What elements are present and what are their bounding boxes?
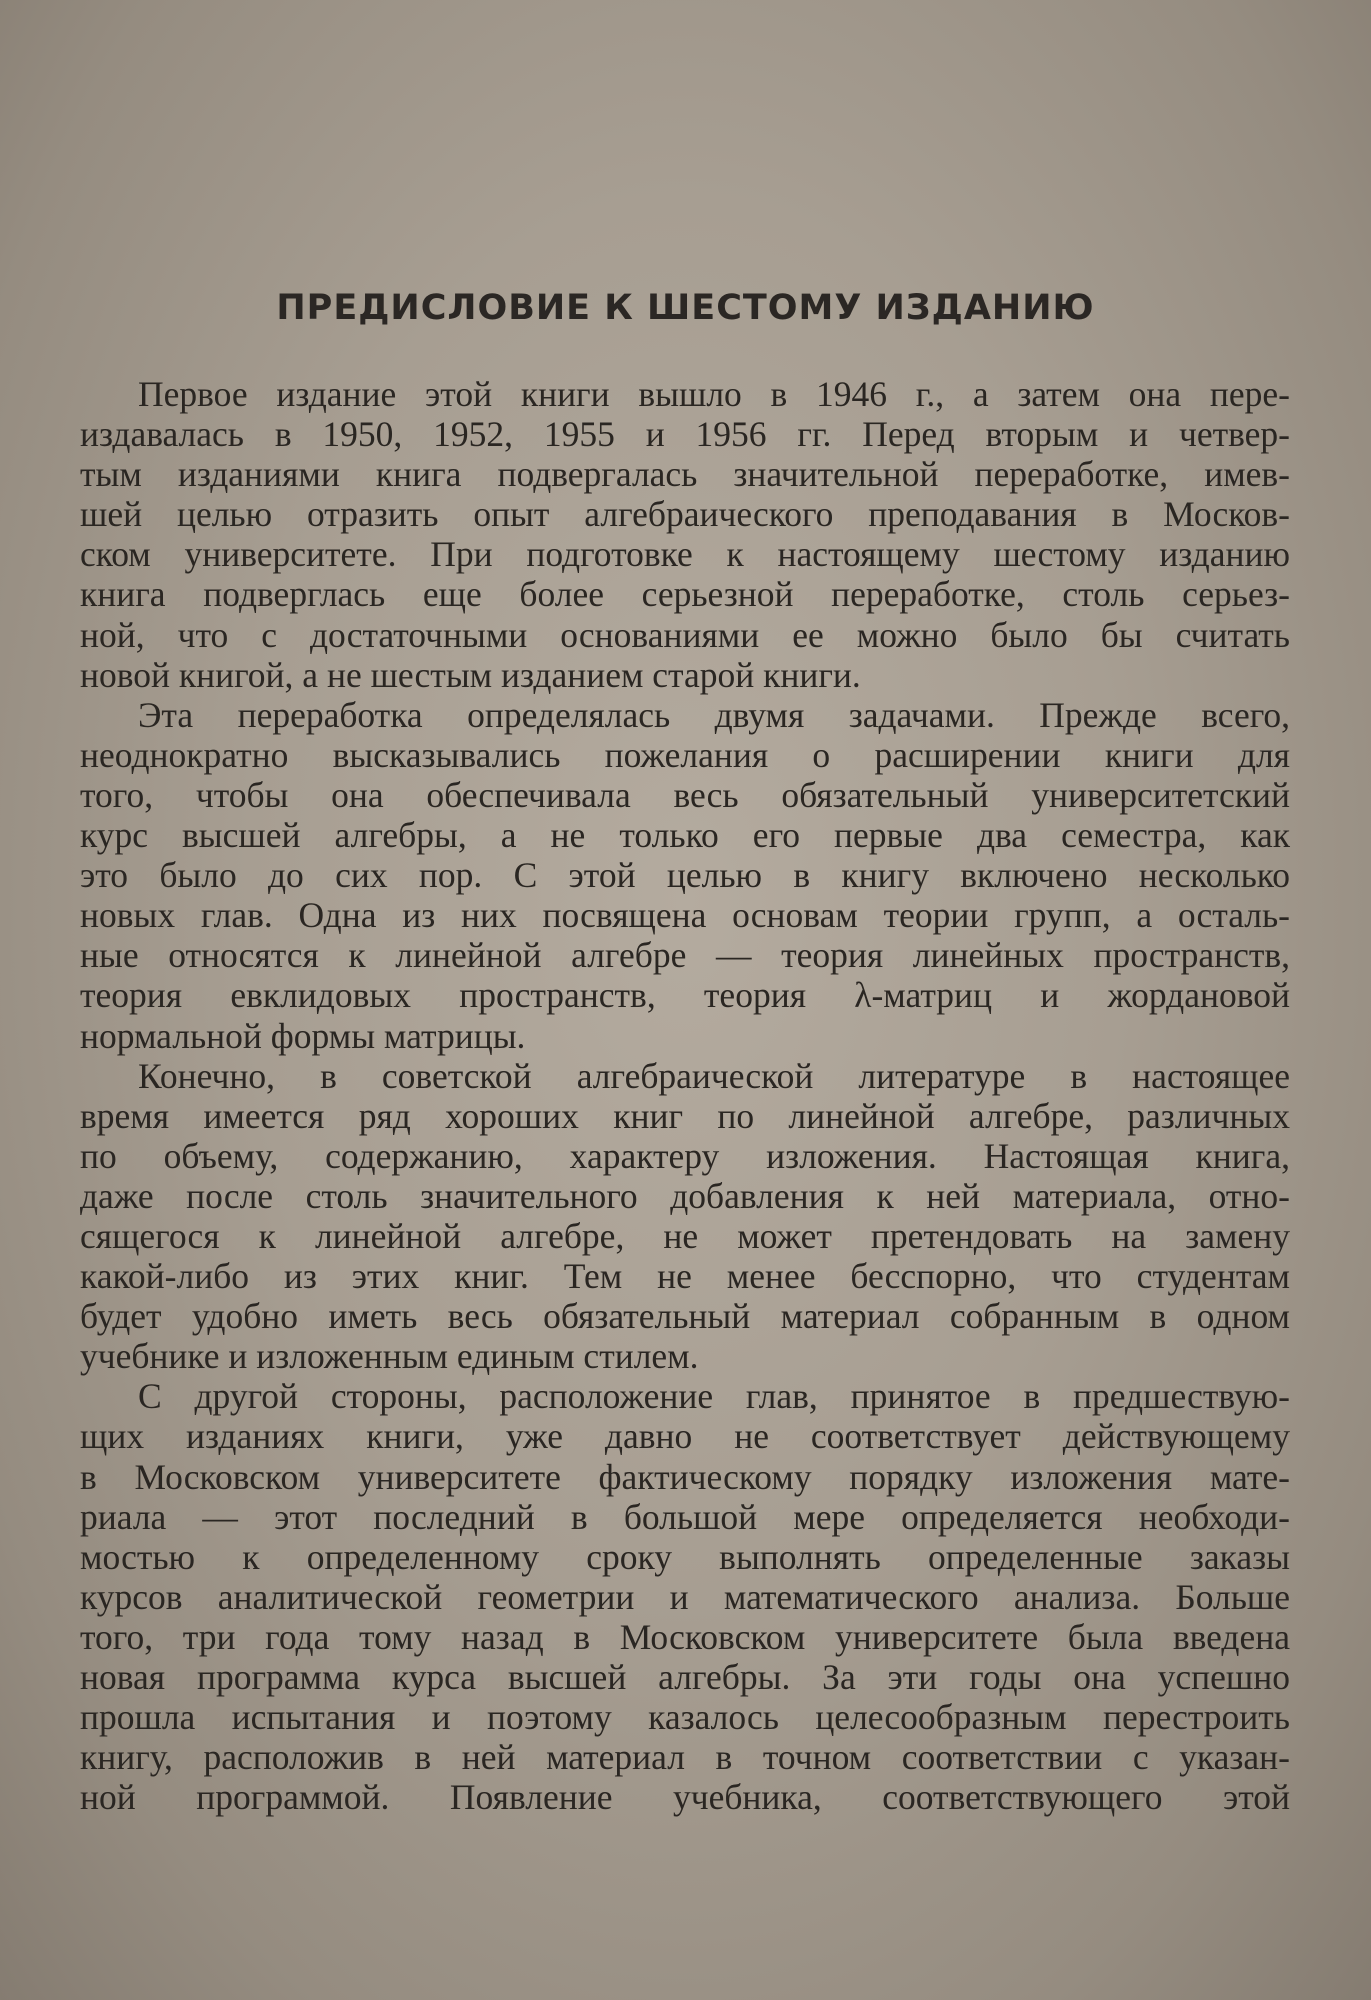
text-line: Эта переработка определялась двумя задачами. Прежде всего,: [138, 694, 1290, 735]
text-line: ные относятся к линейной алгебре — теория линейных пространств,: [80, 935, 1290, 976]
text-line: сящегося к линейной алгебре, не может претендовать на замену: [80, 1215, 1290, 1256]
text-line: ной программой. Появление учебника, соответствующего этой: [80, 1777, 1290, 1818]
text-line: будет удобно иметь весь обязательный материал собранным в одном: [80, 1296, 1290, 1337]
text-line: даже после столь значительного добавления к ней материала, отно-: [80, 1175, 1290, 1216]
text-line: новая программа курса высшей алгебры. За эти годы она успешно: [80, 1657, 1290, 1697]
text-line: шей целью отразить опыт алгебраического преподавания в Москов-: [80, 494, 1290, 535]
text-line: Первое издание этой книги вышло в 1946 г., а затем она пере-: [138, 374, 1290, 414]
text-line: курс высшей алгебры, а не только его первые два семестра, как: [80, 815, 1290, 856]
text-line: тым изданиями книга подвергалась значительной переработке, имев-: [80, 454, 1290, 495]
text-line: книга подверглась еще более серьезной переработке, столь серьез-: [80, 574, 1290, 615]
preface-text: [80, 374, 1290, 1817]
text-line: теория евклидовых пространств, теория λ-матриц и жордановой: [80, 975, 1290, 1016]
text-line: какой-либо из этих книг. Тем не менее бесспорно, что студентам: [80, 1256, 1290, 1297]
text-line: это было до сих пор. С этой целью в книгу включено несколько: [80, 855, 1290, 896]
text-line: учебнике и изложенным единым стилем.: [80, 1336, 699, 1377]
text-line: по объему, содержанию, характеру изложения. Настоящая книга,: [80, 1135, 1290, 1176]
text-line: риала — этот последний в большой мере определяется необходи-: [80, 1496, 1290, 1537]
paragraph: [80, 374, 1290, 695]
paragraph: [80, 1376, 1290, 1817]
text-line: мостью к определенному сроку выполнять определенные заказы: [80, 1536, 1290, 1577]
text-line: С другой стороны, расположение глав, принятое в предшествую-: [138, 1376, 1290, 1417]
text-line: новых глав. Одна из них посвящена основам теории групп, а осталь-: [80, 895, 1290, 936]
text-line: курсов аналитической геометрии и математического анализа. Больше: [80, 1576, 1290, 1617]
text-line: нормальной формы матрицы.: [80, 1015, 526, 1056]
text-line: время имеется ряд хороших книг по линейной алгебре, различных: [80, 1095, 1290, 1136]
text-line: щих изданиях книги, уже давно не соответствует действующему: [80, 1416, 1290, 1457]
text-line: новой книгой, а не шестым изданием старой книги.: [80, 654, 861, 695]
text-line: прошла испытания и поэтому казалось целесообразным перестроить: [80, 1697, 1290, 1738]
paragraph: [80, 695, 1290, 1056]
paragraph: [80, 1056, 1290, 1377]
page-title: ПРЕДИСЛОВИЕ К ШЕСТОМУ ИЗДАНИЮ: [276, 288, 1095, 328]
text-line: книгу, расположив в ней материал в точном соответствии с указан-: [80, 1737, 1290, 1778]
text-line: неоднократно высказывались пожелания о расширении книги для: [80, 734, 1290, 775]
text-line: того, три года тому назад в Московском университете была введена: [80, 1616, 1290, 1657]
text-line: в Московском университете фактическому порядку изложения мате-: [80, 1456, 1290, 1497]
text-line: того, чтобы она обеспечивала весь обязательный университетский: [80, 774, 1290, 815]
text-line: издавалась в 1950, 1952, 1955 и 1956 гг. Перед вторым и четвер-: [80, 414, 1290, 455]
text-line: ной, что с достаточными основаниями ее можно было бы считать: [80, 614, 1290, 655]
text-line: Конечно, в советской алгебраической литературе в настоящее: [138, 1055, 1290, 1096]
text-line: ском университете. При подготовке к настоящему шестому изданию: [80, 534, 1290, 575]
